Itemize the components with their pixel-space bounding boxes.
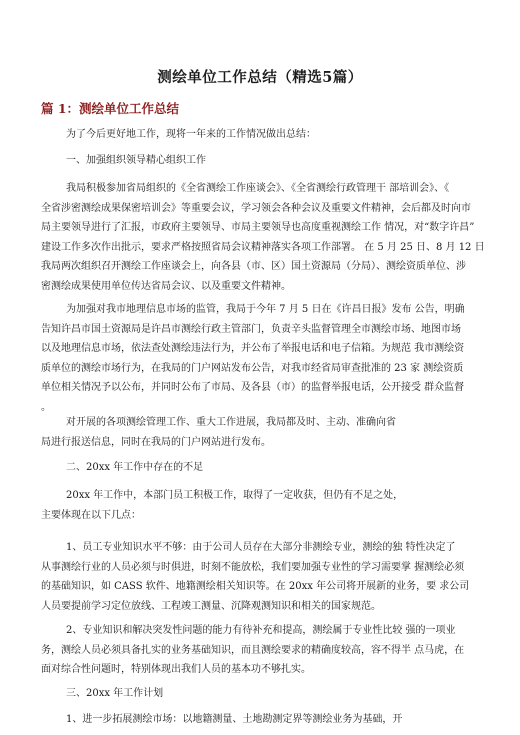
- paragraph-line: 对开展的各项测绘管理工作、重大工作进展，我局都及时、主动、准确向省: [66, 417, 396, 428]
- paragraph-line: 2、专业知识和解决突发性问题的能力有待补充和提高，测绘属于专业性比较 强的一项业: [66, 625, 456, 636]
- intro-line: 为了今后更好地工作，现将一年来的工作情况做出总结：: [66, 129, 316, 140]
- part2-heading: [66, 458, 203, 478]
- paragraph-line: 的基础知识，如 CASS 软件、地籍测绘相关知识等。在 20xx 年公司将开展新的业务，要 求公司: [41, 581, 470, 592]
- intro-paragraph: [66, 125, 316, 145]
- paragraph-1: [41, 179, 485, 296]
- paragraph-line: 局主要领导进行了汇报，市政府主要领导、市局主要领导也高度重视测绘工作 情况，对“数字许昌”: [41, 222, 475, 233]
- paragraph-line: 我局积极参加省局组织的《全省测绘工作座谈会》、《全省测绘行政管理干 部培训会》、《: [66, 183, 450, 194]
- part1-heading-text: 一、加强组织领导精心组织工作: [66, 155, 206, 166]
- paragraph-line: 。: [41, 401, 51, 413]
- paragraph-line: 1、员工专业知识水平不够：由于公司人员存在大部分非测绘专业，测绘的独 特性决定了: [66, 542, 456, 553]
- paragraph-6: [41, 621, 464, 680]
- paragraph-line: 局进行报送信息，同时在我局的门户网站进行发布。: [41, 436, 271, 448]
- paragraph-line: 告知许昌市国土资源局是许昌市测绘行政主管部门，负责辛头监督管理全市测绘市场、地图市场: [41, 323, 461, 335]
- part3-heading-text: 三、20xx 年工作计划: [66, 688, 164, 699]
- paragraph-line: 以及地理信息市场，依法查处测绘违法行为，并公布了举报电话和电子信箱。为规范 我市测绘资: [41, 343, 465, 354]
- part2-heading-text: 二、20xx 年工作中存在的不足: [66, 462, 204, 473]
- paragraph-5: [41, 538, 469, 616]
- paragraph-4: [41, 486, 403, 525]
- paragraph-line: 1、进一步拓展测绘市场：以地籍测量、土地勘测定界等测绘业务为基础，开: [66, 714, 403, 725]
- paragraph-2: [41, 300, 465, 417]
- paragraph-line: 务，测绘人员必须具备扎实的业务基础知识，而且测绘要求的精确度较高，容不得半 点马虎，在: [41, 644, 465, 656]
- paragraph-7: [41, 710, 402, 730]
- part1-heading: [66, 151, 206, 171]
- paragraph-line: 人员要提前学习定位放线、工程竣工测量、沉降观测知识和相关的国家规范。: [41, 600, 381, 612]
- paragraph-line: 我局两次组织召开测绘工作座谈会上，向各县（市、区）国土资源局（分局）、测绘资质单位、涉: [41, 261, 466, 272]
- part3-heading: [66, 684, 163, 704]
- paragraph-line: 为加强对我市地理信息市场的监管，我局于今年 7 月 5 日在《许昌日报》发布 公告，明确: [66, 304, 465, 315]
- section-heading: 篇 1：测绘单位工作总结: [41, 101, 180, 116]
- paragraph-line: 质单位的测绘市场行为，在我局的门户网站发布公告，对我市经省局审查批准的 23 家 测绘资质: [41, 362, 464, 374]
- paragraph-line: 密测绘成果使用单位传达省局会议、以及重要文件精神。: [41, 280, 291, 292]
- paragraph-line: 从事测绘行业的人员必须与时俱进，时刻不能放松，我们要加强专业性的学习需要掌 握测绘必须: [41, 561, 465, 573]
- paragraph-line: 面对综合性问题时，特别体现出我们人员的基本功不够扎实。: [41, 664, 311, 675]
- paragraph-line: 建设工作多次作出批示，要求严格按照省局会议精神落实各项工作部署。 在 5 月 25 日、8 月 12 日: [41, 241, 485, 253]
- paragraph-line: 20xx 年工作中，本部门员工积极工作，取得了一定收获，但仍有不足之处，: [66, 490, 404, 501]
- document-title: 测绘单位工作总结（精选5篇）: [157, 69, 363, 86]
- paragraph-line: 全省涉密测绘成果保密培训会》等重要会议，学习领会各种会议及重要文件精神，会后都及时向市: [41, 202, 471, 214]
- paragraph-line: 单位相关情况予以公布，并同时公布了市局、及各县（市）的监督举报电话，公开接受 群众监督: [41, 382, 465, 393]
- paragraph-line: 主要体现在以下几点：: [41, 509, 141, 521]
- paragraph-3: [41, 413, 396, 452]
